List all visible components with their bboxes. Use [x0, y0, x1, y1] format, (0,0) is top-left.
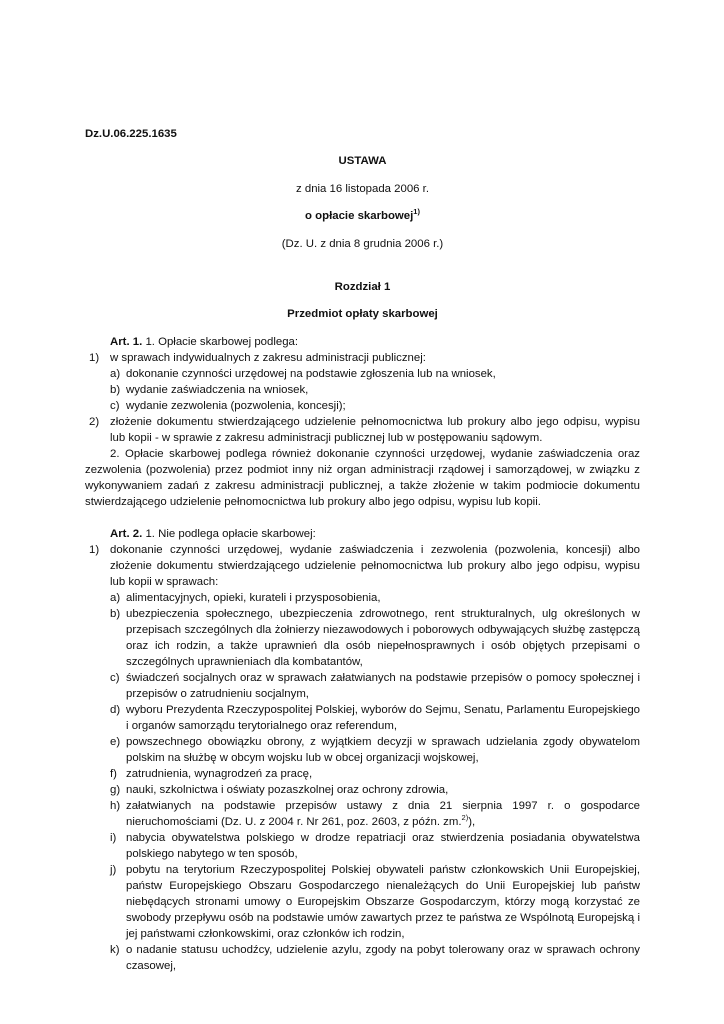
footnote-ref: 1) — [413, 207, 420, 217]
list-item: 1) dokonanie czynności urzędowej, wydanie zaświadczenia i zezwolenia (pozwolenia, koncesji) albo złożenie dokumentu stwierdzającego udzielenie pełnomocnictwa lub prokury albo jego odpisu, wypisu lub kopii w sprawach: — [89, 544, 640, 588]
publication-info: (Dz. U. z dnia 8 grudnia 2006 r.) — [281, 238, 444, 250]
article-1-label: Art. 1. — [110, 336, 143, 348]
list-item: f) zatrudnienia, wynagrodzeń za pracę, — [110, 768, 313, 780]
list-item: d) wyboru Prezydenta Rzeczypospolitej Polskiej, wyborów do Sejmu, Senatu, Parlamentu Europejskiego i organów samorządu terytorialnego oraz referendum, — [110, 704, 640, 732]
list-item: b) ubezpieczenia społecznego, ubezpieczenia zdrowotnego, rent strukturalnych, ulg określonych w przepisach szczególnych dla żołnierzy niezawodowych i poborowych odbywających służbę zastępczą oraz ich rodzin, a także uprawnień dla osób niepełnosprawnych i osób objętych przepisami o szczególnych uprawnieniach dla kombatantów, — [110, 608, 640, 668]
list-item: e) powszechnego obowiązku obrony, z wyjątkiem decyzji w sprawach udzielania zgody obywatelom polskim na służbę w obcym wojsku lub w obcej organizacji wojskowej, — [110, 736, 640, 764]
list-item: c) wydanie zezwolenia (pozwolenia, koncesji); — [110, 400, 346, 412]
act-type: USTAWA — [338, 155, 387, 167]
list-item: 2) złożenie dokumentu stwierdzającego udzielenie pełnomocnictwa lub prokury albo jego odpisu, wypisu lub kopii - w sprawie z zakresu administracji publicznej lub w postępowaniu sądowym. — [89, 416, 640, 444]
article-2-label: Art. 2. — [110, 528, 143, 540]
list-item: k) o nadanie statusu uchodźcy, udzielenie azylu, zgody na pobyt tolerowany oraz w sprawach ochrony czasowej, — [110, 944, 640, 972]
list-item: i) nabycia obywatelstwa polskiego w drodze repatriacji oraz stwierdzenia posiadania obywatelstwa polskiego nabytego w ten sposób, — [110, 832, 640, 860]
chapter-number: Rozdział 1 — [334, 281, 391, 293]
footnote-ref: 2) — [461, 813, 469, 823]
journal-reference: Dz.U.06.225.1635 — [85, 128, 177, 140]
list-item: g) nauki, szkolnictwa i oświaty pozaszkolnej oraz ochrony zdrowia, — [110, 784, 449, 796]
article-1-intro: Art. 1. 1. Opłacie skarbowej podlega: — [110, 336, 299, 348]
act-title: o opłacie skarbowej$^{1)}$ — [305, 207, 420, 222]
list-item: j) pobytu na terytorium Rzeczypospolitej Polskiej obywateli państw członkowskich Unii Europejskiej, państw Europejskiego Obszaru Gospodarczego nienależących do Unii Europejskiej lub państw niebędących stronami umowy o Europejskim Obszarze Gospodarczym, którzy mogą korzystać ze swobody przepływu osób na podstawie umów zawartych przez te państwa ze Wspólnotą Europejską i jej państwami członkowskimi, oraz członków ich rodzin, — [110, 864, 640, 940]
article-2-intro: Art. 2. 1. Nie podlega opłacie skarbowej: — [110, 528, 316, 540]
list-item: a) alimentacyjnych, opieki, kurateli i przysposobienia, — [110, 592, 381, 604]
document-body — [85, 334, 640, 974]
chapter-title: Przedmiot opłaty skarbowej — [287, 308, 438, 320]
list-item: h) załatwianych na podstawie przepisów ustawy z dnia 21 sierpnia 1997 r. o gospodarce nieruchomościami (Dz. U. z 2004 r. Nr 261, poz. 2603, z późn. zm.$^{2)}$), — [110, 800, 640, 828]
article-1-section-2: 2. Opłacie skarbowej podlega również dokonanie czynności urzędowej, wydanie zaświadczenia oraz zezwolenia (pozwolenia) przez podmiot inny niż organ administracji rządowej i samorządowej, w związku z wykonywaniem zadań z zakresu administracji publicznej, a także złożenie w takim podmiocie dokumentu stwierdzającego udzielenie pełnomocnictwa lub prokury albo jego odpisu, wypisu lub kopii. — [85, 448, 640, 508]
list-item: c) świadczeń socjalnych oraz w sprawach załatwianych na podstawie przepisów o pomocy społecznej i przepisów o zatrudnieniu socjalnym, — [110, 672, 640, 700]
list-item: a) dokonanie czynności urzędowej na podstawie zgłoszenia lub na wniosek, — [110, 368, 496, 380]
act-date: z dnia 16 listopada 2006 r. — [296, 183, 429, 195]
list-item: 1) w sprawach indywidualnych z zakresu administracji publicznej: — [89, 352, 426, 364]
list-item: b) wydanie zaświadczenia na wniosek, — [110, 384, 309, 396]
